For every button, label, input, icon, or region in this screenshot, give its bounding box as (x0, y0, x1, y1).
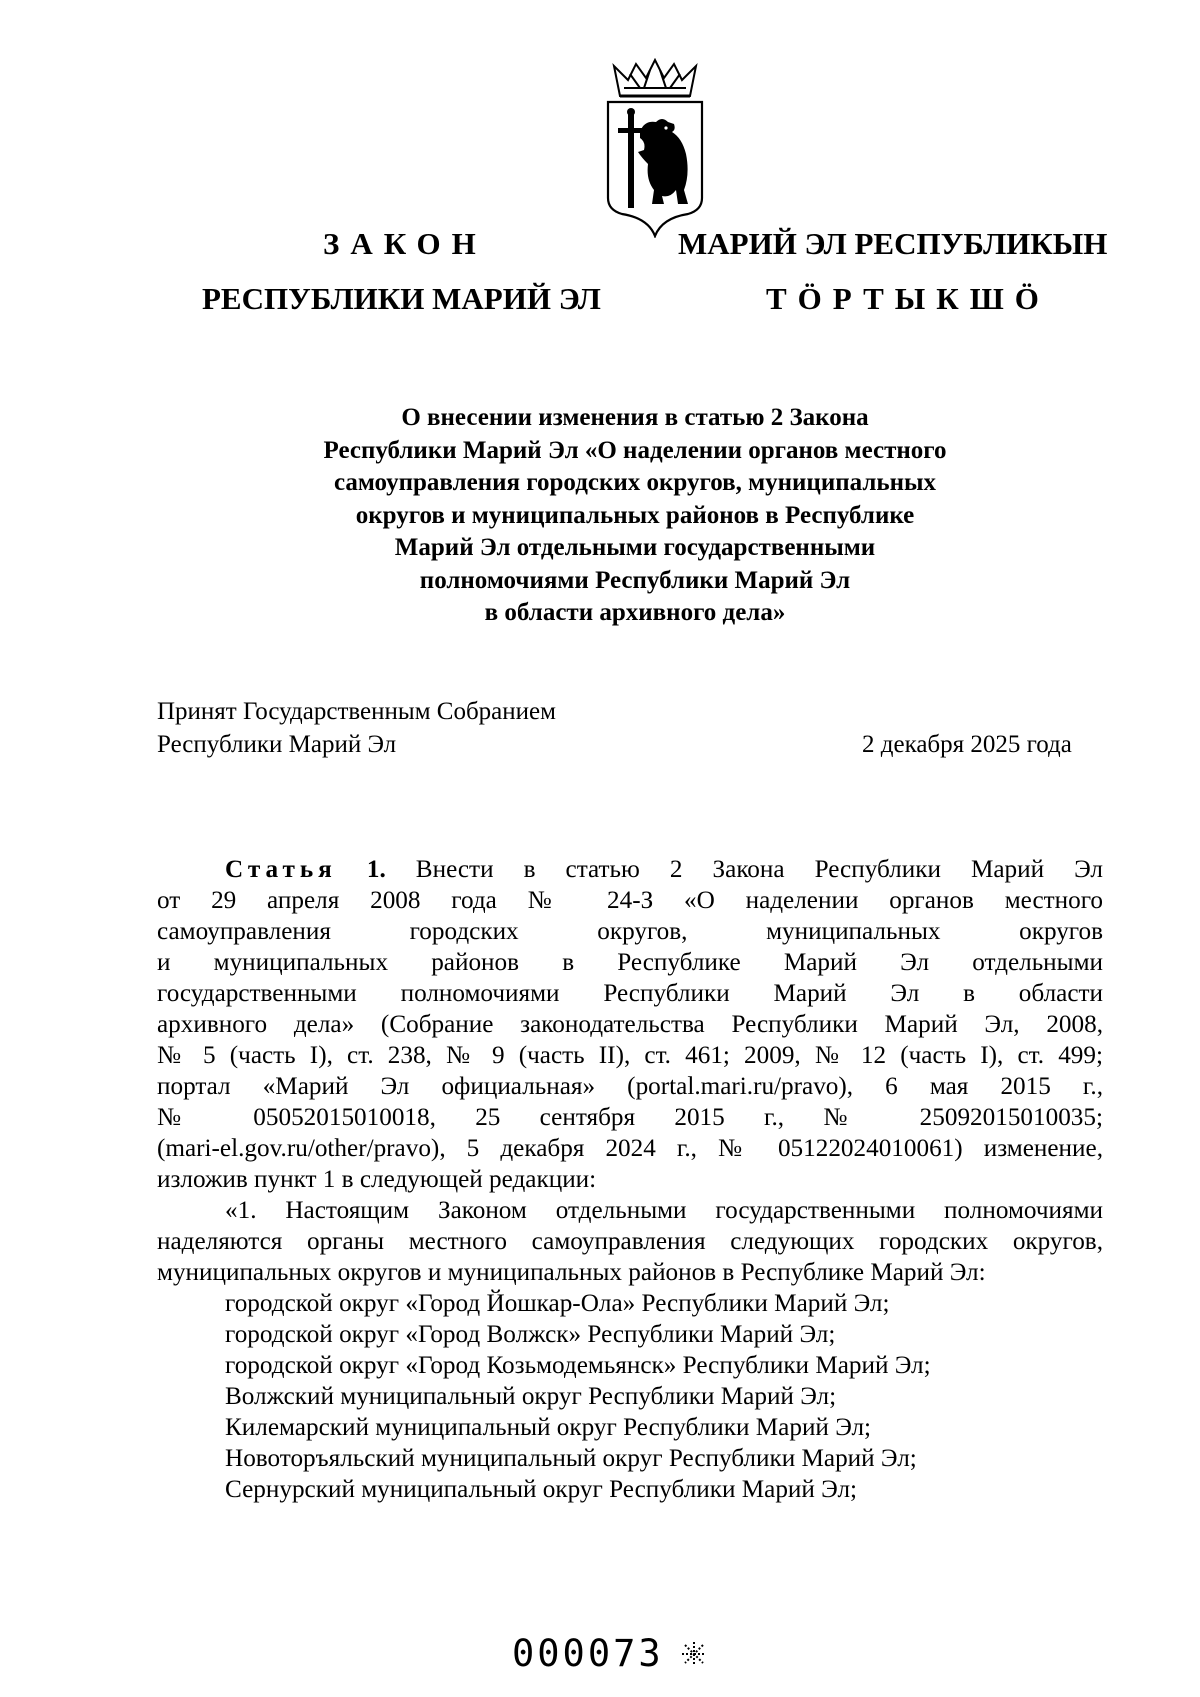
adoption-line-2: Республики Марий Эл (157, 731, 397, 758)
list-item: городской округ «Город Йошкар-Ола» Республики Марий Эл; (225, 1290, 890, 1317)
article-text: Внести в статью 2 Закона Республики Марий Эл (415, 856, 1104, 883)
list-item: городской округ «Город Волжск» Республики Марий Эл; (225, 1321, 836, 1348)
article-line: изложив пункт 1 в следующей редакции: (157, 1166, 597, 1193)
article-line: самоуправления городских округов, муниципальных округов (157, 918, 1103, 945)
article-first-line (157, 854, 1103, 885)
article-line: № 5 (часть I), ст. 238, № 9 (часть II), ст. 461; 2009, № 12 (часть I), ст. 499; (157, 1042, 1103, 1069)
title-line: в области архивного дела» (484, 599, 786, 626)
asterisk-mark-icon (681, 1641, 707, 1667)
quote-line: муниципальных округов и муниципальных районов в Республике Марий Эл: (157, 1259, 986, 1286)
republic-heading: РЕСПУБЛИКИ МАРИЙ ЭЛ (202, 281, 601, 316)
title-line: округов и муниципальных районов в Республике (355, 501, 915, 529)
article-line: портал «Марий Эл официальная» (portal.mari.ru/pravo), 6 мая 2015 г., (157, 1073, 1103, 1100)
article-body (157, 854, 1103, 1505)
article-line: и муниципальных районов в Республике Марий Эл отдельными (157, 949, 1103, 976)
quote-line: «1. Настоящим Законом отдельными государственными полномочиями (225, 1197, 1103, 1224)
article-line: государственными полномочиями Республики Марий Эл в области (157, 980, 1103, 1007)
adoption-date: 2 декабря 2025 года (862, 731, 1072, 758)
list-item: Новоторъяльский муниципальный округ Республики Марий Эл; (225, 1445, 917, 1472)
coat-of-arms-icon (600, 58, 710, 238)
article-heading: Статья (225, 856, 337, 883)
article-number: 1. (366, 856, 386, 883)
law-title (200, 402, 1070, 630)
mari-law-heading: ТӦРТЫКШӦ (766, 281, 1050, 316)
title-line: самоуправления городских округов, муниципальных (333, 469, 937, 496)
article-line: (mari-el.gov.ru/other/pravo), 5 декабря 2024 г., № 05122024010061) изменение, (157, 1135, 1103, 1162)
title-line: Марий Эл отдельными государственными (394, 534, 876, 561)
title-line: О внесении изменения в статью 2 Закона (401, 404, 869, 431)
list-item: Килемарский муниципальный округ Республики Марий Эл; (225, 1414, 872, 1441)
article-line: архивного дела» (Собрание законодательства Республики Марий Эл, 2008, (157, 1011, 1103, 1038)
list-item: Волжский муниципальный округ Республики Марий Эл; (225, 1383, 837, 1410)
list-item: городской округ «Город Козьмодемьянск» Республики Марий Эл; (225, 1352, 931, 1379)
title-line: Республики Марий Эл «О наделении органов местного (323, 436, 947, 464)
mari-heading: МАРИЙ ЭЛ РЕСПУБЛИКЫН (678, 226, 1108, 261)
list-item: Сернурский муниципальный округ Республики Марий Эл; (225, 1476, 858, 1503)
title-line: полномочиями Республики Марий Эл (419, 566, 851, 594)
adoption-line-1: Принят Государственным Собранием (157, 698, 556, 725)
law-heading: ЗАКОН (323, 226, 487, 261)
article-line: от 29 апреля 2008 года № 24-З «О наделении органов местного (157, 887, 1103, 914)
quote-line: наделяются органы местного самоуправления следующих городских округов, (157, 1228, 1103, 1255)
serial-number: 000073 (512, 1632, 664, 1675)
article-line: № 05052015010018, 25 сентября 2015 г., № 25092015010035; (157, 1104, 1103, 1131)
